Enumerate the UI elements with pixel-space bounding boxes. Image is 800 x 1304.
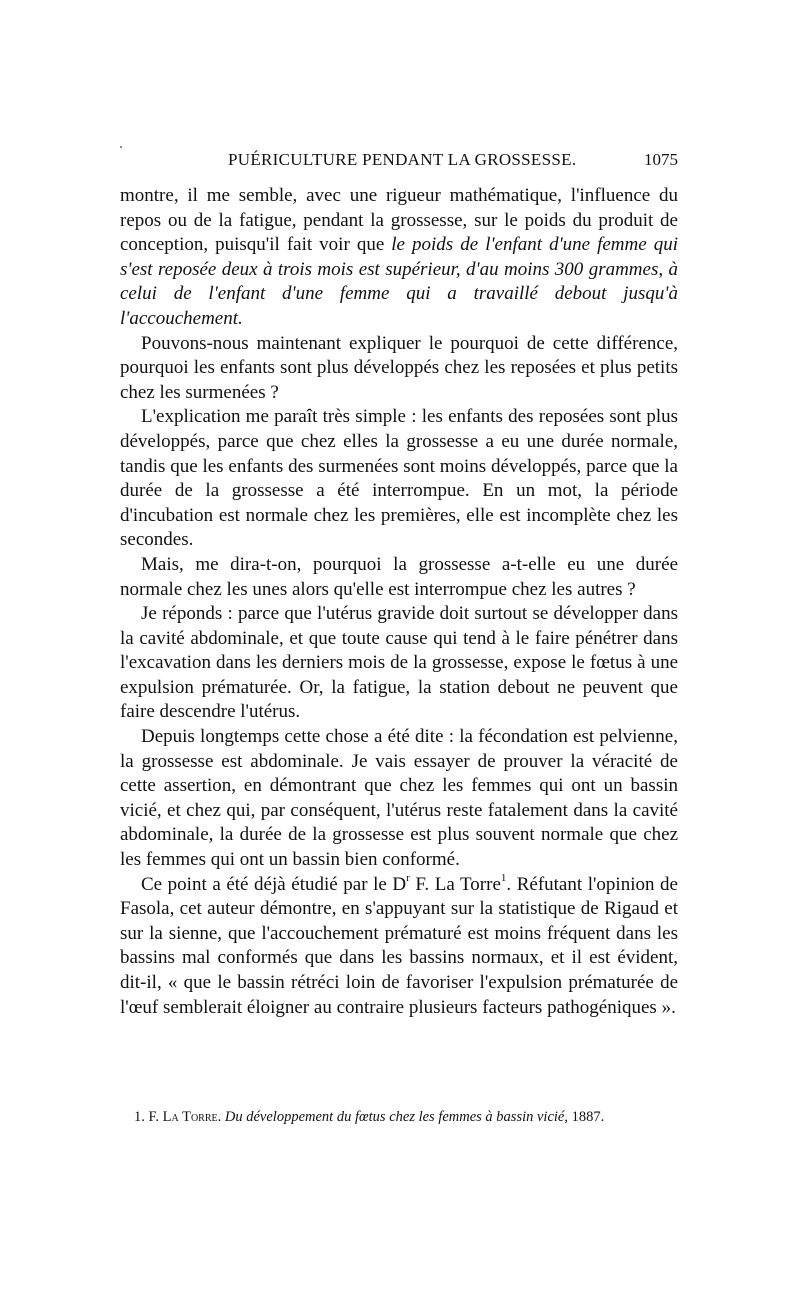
- paragraph-text: montre, il me semble, avec une rigueur mathématique, l'influence du repos ou de la fatigue, pendant la grossesse, sur le poids du produit de conception, puisqu'il fait voir que: [120, 185, 678, 256]
- paragraph: Je réponds : parce que l'utérus gravide doit surtout se développer dans la cavité abdominale, et que toute cause qui tend à le faire pénétrer dans l'excavation dans les derniers mois de la grossesse, expose le fœtus à une expulsion prématurée. Or, la fatigue, la station debout ne peuvent que faire descendre l'utérus.: [120, 603, 678, 723]
- paragraph: Pouvons-nous maintenant expliquer le pourquoi de cette différence, pourquoi les enfants sont plus développés chez les reposées et plus petits chez les surmenées ?: [120, 332, 678, 403]
- paragraph: [120, 184, 678, 332]
- paragraph: L'explication me paraît très simple : les enfants des reposées sont plus développés, parce que chez elles la grossesse a eu une durée normale, tandis que les enfants des surmenées sont moins développés, parce que la durée de la grossesse a été interrompue. En un mot, la période d'incubation est normale chez les premières, elle est incomplète chez les secondes.: [120, 406, 678, 551]
- body-text: [120, 184, 678, 1020]
- paragraph: Mais, me dira-t-on, pourquoi la grossesse a-t-elle eu une durée normale chez les unes alors qu'elle est interrompue chez les autres ?: [120, 553, 678, 600]
- paragraph-text: . Réfutant l'opinion de Fasola, cet auteur démontre, en s'appuyant sur la statistique de Rigaud et sur la sienne, que l'accouchement prématuré est moins fréquent dans les bassins mal conformés que dans les bassins normaux, et il est évident, dit-il, « que le bassin rétréci loin de favoriser l'expulsion prématurée de l'œuf semblerait éloigner au contraire plusieurs facteurs pathogéniques ».: [120, 873, 678, 1018]
- footnote-year: , 1887.: [564, 1109, 605, 1125]
- footnote-sep: .: [217, 1109, 225, 1125]
- emphasis-text: le poids de l'enfant d'une femme qui s'est reposée deux à trois mois est supérieur, d'au moins 300 grammes, à celui de l'enfant d'une femme qui a travaillé debout jusqu'à l'accouchement.: [120, 234, 678, 329]
- footnote: [120, 1106, 678, 1128]
- paragraph: Depuis longtemps cette chose a été dite : la fécondation est pelvienne, la grossesse est abdominale. Je vais essayer de prouver la véracité de cette assertion, en démontrant que chez les femmes qui ont un bassin vicié, et chez qui, par conséquent, l'utérus reste fatalement dans la cavité abdominale, la durée de la grossesse est plus souvent normale que chez les femmes qui ont un bassin bien conformé.: [120, 726, 678, 871]
- superscript: r: [406, 871, 410, 884]
- author-name: F. La Torre: [409, 873, 501, 895]
- paragraph: [120, 873, 678, 1021]
- page-number: 1075: [644, 150, 678, 169]
- paragraph-text: Ce point a été déjà étudié par le D: [141, 873, 407, 895]
- footnote-title: Du développement du fœtus chez les femmes à bassin vicié: [224, 1109, 565, 1125]
- footnote-author: La Torre: [162, 1109, 218, 1125]
- running-title: PUÉRICULTURE PENDANT LA GROSSESSE.: [228, 150, 577, 169]
- footnote-ref: 1: [500, 871, 507, 884]
- footnote-marker: 1. F.: [134, 1109, 163, 1125]
- page-header: [120, 146, 678, 176]
